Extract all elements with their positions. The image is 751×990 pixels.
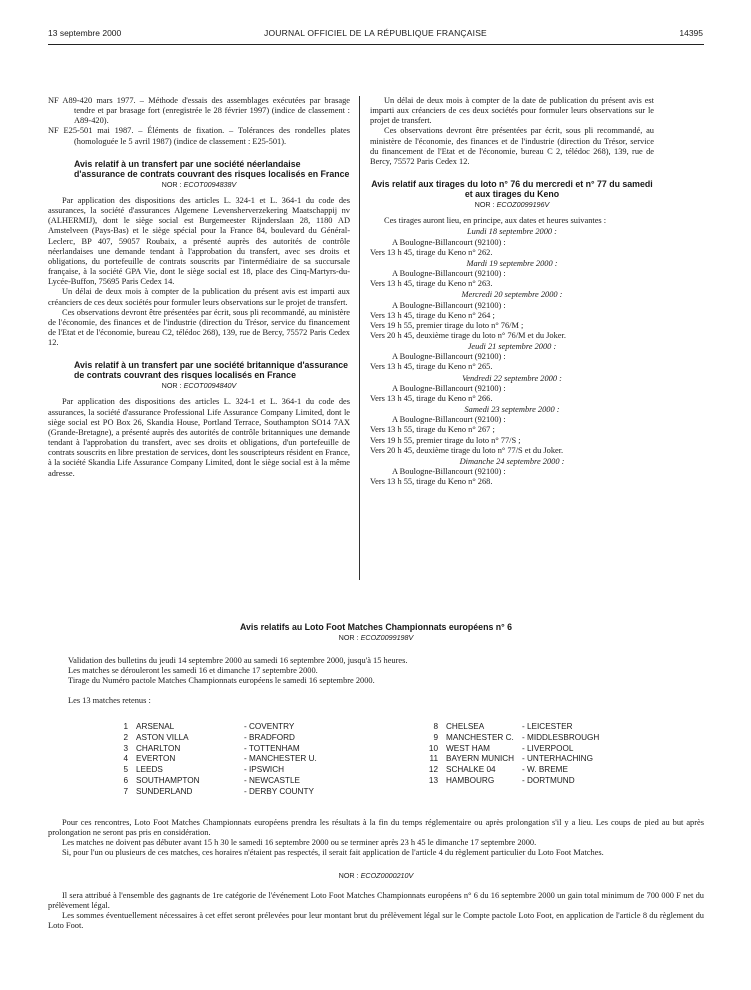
match-number: 12 [428, 765, 438, 775]
header-date: 13 septembre 2000 [48, 28, 122, 38]
foot-rule-paragraph: Si, pour l'un ou plusieurs de ces matches, ces horaires n'étaient pas respectés, il serait fait application de l'article 4 du règlement particulier du Loto Foot Matches. [62, 848, 604, 858]
match-number: 6 [123, 775, 128, 785]
foot-rules [48, 818, 704, 931]
column-divider [359, 96, 360, 580]
draw-day-date: Vendredi 22 septembre 2000 : [462, 373, 562, 383]
match-away-team: - NEWCASTLE [244, 775, 300, 785]
match-home-team: CHELSEA [446, 722, 485, 731]
match-away-team: - BRADFORD [244, 732, 295, 742]
draw-line: Vers 13 h 45, tirage du Keno n° 265. [370, 362, 493, 372]
draw-line: Vers 13 h 45, tirage du Keno n° 264 ; [370, 310, 495, 320]
draw-day-date: Mercredi 20 septembre 2000 : [461, 290, 563, 300]
match-home-team: HAMBOURG [446, 775, 495, 785]
foot-title: Avis relatifs au Loto Foot Matches Championnats européens n° 6 [239, 622, 513, 632]
draw-line: Vers 13 h 45, tirage du Keno n° 263. [370, 279, 493, 289]
loto-nor: NOR : ECOZ0099196V [474, 200, 550, 210]
foot-nor: NOR : ECOZ0099198V [338, 633, 414, 642]
match-away-team: - IPSWICH [244, 765, 285, 775]
match-number: 9 [433, 732, 438, 742]
foot-gain-paragraph: Les sommes éventuellement nécessaires à cet effet seront prélevées pour leur montant brut du prélèvement légal sur le Compte pactole Loto Foot, en application de l'article 8 du règlement du Loto Foot. [48, 911, 704, 931]
draw-place: A Boulogne-Billancourt (92100) : [392, 467, 506, 476]
draw-schedule [370, 227, 654, 487]
page-number: 14395 [679, 28, 703, 38]
match-away-team: - LIVERPOOL [522, 743, 574, 753]
match-away-team: - UNTERHACHING [522, 754, 593, 764]
match-away-team: - COVENTRY [244, 722, 295, 731]
match-home-team: MANCHESTER C. [446, 732, 514, 742]
draw-day-date: Samedi 23 septembre 2000 : [464, 405, 560, 415]
match-home-team: WEST HAM [446, 743, 490, 753]
match-number: 4 [123, 754, 128, 764]
match-home-team: SCHALKE 04 [446, 765, 496, 775]
notice-2-title: Avis relatif à un transfert par une société britannique d'assurance de contrats couvrant des risques localisés en France [74, 360, 349, 381]
match-home-team: EVERTON [136, 754, 176, 764]
match-number: 2 [123, 732, 128, 742]
notice-1-paragraph: Par application des dispositions des articles L. 324-1 et L. 364-1 du code des assurances, la société d'assurances Algemene Levensherverzekering Maatschappij nv (ALHERMIJ), dont le siège social est Burgemeester Rijnderslaan 28, 1180 AD Amstelveen (Pays-Bas) et le siège spécial pour la France 84, boulevard du Général-Leclerc, BP 407, 59057 Roubaix, a présenté auprès des autorités de contrôle néerlandaises une demande tendant à l'approbation du transfert, avec ses droits et obligations, du portefeuille de contrats souscrits par l'intermédiaire de sa succursale française, à la société GPA Vie, dont le siège social est 18, place des Cinq-Martyrs-du-Lycée-Buffon, 75695 Paris Cedex 14. [48, 195, 350, 287]
match-home-team: CHARLTON [136, 743, 181, 753]
draw-day-date: Jeudi 21 septembre 2000 : [467, 342, 557, 352]
foot-section [48, 622, 704, 707]
notice-2-nor: NOR : ECOT0094840V [161, 381, 237, 391]
match-number: 5 [123, 765, 128, 775]
match-number: 3 [123, 743, 128, 753]
right-paragraph: Ces observations devront être présentées par écrit, sous pli recommandé, au ministère de l'économie, des finances et de l'industrie (direction du Trésor, service du financement de l'Etat et de l'économie, bureau C 2, télédoc 268), 139, rue de Bercy, 75572 Paris Cedex 12. [370, 126, 654, 166]
foot-rule-paragraph: Pour ces rencontres, Loto Foot Matches Championnats européens prendra les résultats à la fin du temps réglementaire ou après prolongation s'il y a lieu. Les coups de pied au but après prolongation ne seront pas pris en considération. [48, 818, 704, 838]
draw-line: Vers 13 h 55, tirage du Keno n° 268. [370, 477, 493, 487]
notice-1-title: Avis relatif à un transfert par une société néerlandaise d'assurance de contrats couvrant des risques localisés en France [74, 158, 350, 179]
notice-1-nor: NOR : ECOT0094838V [161, 179, 237, 189]
draw-place: A Boulogne-Billancourt (92100) : [392, 237, 506, 247]
notice-2-paragraph: Par application des dispositions des articles L. 324-1 et L. 364-1 du code des assurances, la société d'assurance Professional Life Assurance Company Limited, dont le siège social est PO Box 26, Skandia House, Portland Terrace, Southampton SO14 7AX (Grande-Bretagne), a présenté auprès des autorités de contrôle britanniques une demande tendant à l'approbation du transfert, avec ses droits et obligations, d'un portefeuille de contrats souscrits en libre prestation de services, dont les souscripteurs résident en France, à la société Skandia Life Assurance Company Limited, dont le siège social est à la même adresse. [48, 397, 350, 478]
match-home-team: SUNDERLAND [136, 786, 193, 796]
loto-intro: Ces tirages auront lieu, en principe, aux dates et heures suivantes : [384, 216, 607, 226]
match-number: 8 [433, 722, 438, 731]
draw-day-date: Lundi 18 septembre 2000 : [467, 227, 557, 237]
nf-standard-2: NF E25-501 mai 1987. – Éléments de fixation. – Tolérances des rondelles plates (homologuée le 5 avril 1987) (indice de classement : E25-501). [48, 126, 350, 146]
match-away-team: - MANCHESTER U. [244, 754, 317, 764]
foot-pactole: Tirage du Numéro pactole Matches Championnats européens le samedi 16 septembre 2000. [68, 676, 375, 686]
page-header [0, 28, 751, 42]
right-paragraph: Un délai de deux mois à compter de la date de publication du présent avis est imparti aux créanciers de ces deux sociétés pour formuler leurs observations sur le projet de transfert. [370, 96, 654, 126]
match-away-team: - W. BREME [522, 765, 568, 775]
match-home-team: BAYERN MUNICH [446, 754, 515, 764]
match-away-team: - MIDDLESBROUGH [522, 732, 600, 742]
draw-line: Vers 20 h 45, deuxième tirage du loto n° 77/S et du Joker. [370, 445, 564, 455]
draw-line: Vers 19 h 55, premier tirage du loto n° 77/S ; [370, 435, 521, 445]
foot-retained: Les 13 matches retenus : [68, 696, 151, 706]
foot-gain-paragraph: Il sera attribué à l'ensemble des gagnants de 1re catégorie de l'événement Loto Foot Matches Championnats européens n° 6 du 16 septembre 2000 un gain total minimum de 700 000 F net du prélèvement légal. [48, 890, 704, 910]
draw-place: A Boulogne-Billancourt (92100) : [392, 269, 506, 279]
match-number: 7 [123, 786, 128, 796]
loto-title: Avis relatif aux tirages du loto n° 76 du mercredi et n° 77 du samedi et aux tirages du Keno [371, 179, 653, 200]
journal-title: JOURNAL OFFICIEL DE LA RÉPUBLIQUE FRANÇAISE [264, 28, 487, 38]
right-column [370, 96, 654, 487]
nf-standard-1: NF A89-420 mars 1977. – Méthode d'essais des assemblages exécutées par brasage tendre et par brasage fort (enregistrée le 28 février 1997) (indice de classement : A89-420). [48, 96, 350, 126]
draw-place: A Boulogne-Billancourt (92100) : [392, 415, 506, 425]
draw-line: Vers 13 h 55, tirage du Keno n° 267 ; [370, 425, 495, 435]
match-away-team: - DORTMUND [522, 775, 575, 785]
foot-dates: Les matches se dérouleront les samedi 16 et dimanche 17 septembre 2000. [68, 666, 318, 676]
match-home-team: ASTON VILLA [136, 732, 189, 742]
match-away-team: - DERBY COUNTY [244, 786, 314, 796]
draw-line: Vers 13 h 45, tirage du Keno n° 262. [370, 247, 493, 257]
draw-place: A Boulogne-Billancourt (92100) : [392, 352, 506, 362]
foot-nor-2: NOR : ECOZ0000210V [338, 870, 414, 880]
match-away-team: - TOTTENHAM [244, 743, 300, 753]
match-number: 11 [429, 754, 438, 764]
draw-line: Vers 19 h 55, premier tirage du loto n° 76/M ; [370, 320, 524, 330]
match-home-team: ARSENAL [136, 722, 175, 731]
match-number: 1 [123, 722, 128, 731]
draw-place: A Boulogne-Billancourt (92100) : [392, 300, 506, 310]
draw-day-date: Dimanche 24 septembre 2000 : [459, 456, 565, 466]
draw-place: A Boulogne-Billancourt (92100) : [392, 383, 506, 393]
match-number: 10 [428, 743, 438, 753]
header-rule [48, 44, 704, 45]
draw-day-date: Mardi 19 septembre 2000 : [466, 258, 558, 268]
draw-line: Vers 13 h 45, tirage du Keno n° 266. [370, 393, 493, 403]
draw-line: Vers 20 h 45, deuxième tirage du loto n° 76/M et du Joker. [370, 330, 566, 340]
notice-1-paragraph: Ces observations devront être présentées par écrit, sous pli recommandé, au ministère de l'économie, des finances et de l'industrie (direction du Trésor, service du financement de l'Etat et de l'économie, bureau C2, télédoc 268), 139, rue de Bercy, 75572 Paris Cedex 12. [48, 307, 350, 348]
foot-rule-paragraph: Les matches ne doivent pas débuter avant 15 h 30 le samedi 16 septembre 2000 ou se terminer après 23 h 45 le dimanche 17 septembre 2000. [62, 838, 537, 848]
match-home-team: SOUTHAMPTON [136, 775, 200, 785]
match-away-team: - LEICESTER [522, 722, 573, 731]
notice-1-paragraph: Un délai de deux mois à compter de la publication du présent avis est imparti aux créanciers de ces deux sociétés pour formuler leurs observations sur le projet de transfert. [48, 287, 350, 307]
match-home-team: LEEDS [136, 765, 163, 775]
left-column [48, 96, 350, 479]
match-number: 13 [428, 775, 438, 785]
foot-validation: Validation des bulletins du jeudi 14 septembre 2000 au samedi 16 septembre 2000, jusqu'à 15 heures. [68, 656, 408, 665]
